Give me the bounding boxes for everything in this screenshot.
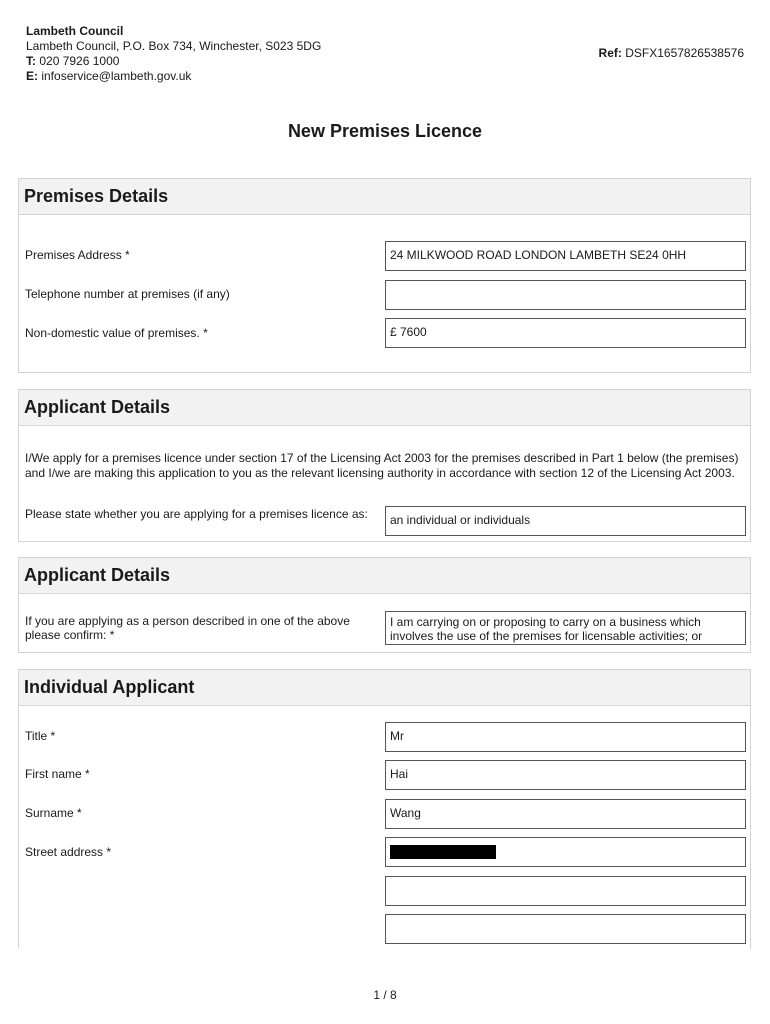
ndv-field[interactable]: £ 7600 — [385, 318, 746, 348]
premises-address-field[interactable]: 24 MILKWOOD ROAD LONDON LAMBETH SE24 0HH — [385, 241, 746, 271]
email-label: E: — [26, 69, 38, 83]
application-statement: I/We apply for a premises licence under section 17 of the Licensing Act 2003 for the premises described in Part 1 below (the premises) and I/we are making this application to you as the relevant licensing authority in accordance with section 12 of the Licensing Act 2003. — [25, 451, 739, 480]
ref-value: DSFX1657826538576 — [625, 46, 744, 60]
street-address-line3-field[interactable] — [385, 914, 746, 944]
phone-label: T: — [26, 54, 36, 68]
premises-address-label: Premises Address * — [25, 248, 130, 262]
applying-as-field[interactable]: an individual or individuals — [385, 506, 746, 536]
section-heading: Applicant Details — [19, 558, 750, 594]
street-address-field[interactable] — [385, 837, 746, 867]
surname-field[interactable]: Wang — [385, 799, 746, 829]
street-address-line2-field[interactable] — [385, 876, 746, 906]
street-address-label: Street address * — [25, 845, 112, 859]
title-label: Title * — [25, 729, 56, 743]
page-number: 1 / 8 — [373, 988, 397, 1002]
reference — [599, 46, 744, 60]
org-name: Lambeth Council — [26, 24, 124, 38]
redaction-bar — [390, 845, 496, 859]
surname-label: Surname * — [25, 806, 82, 820]
applying-as-label: Please state whether you are applying for a premises licence as: — [25, 507, 368, 521]
first-name-label: First name * — [25, 767, 90, 781]
telephone-field[interactable] — [385, 280, 746, 310]
confirm-field[interactable]: I am carrying on or proposing to carry on a business which involves the use of the premises for licensable activities; or — [385, 611, 746, 645]
applicant-section — [18, 389, 751, 542]
org-email — [26, 69, 321, 84]
document-title: New Premises Licence — [287, 121, 483, 141]
first-name-field[interactable]: Hai — [385, 760, 746, 790]
section-heading: Applicant Details — [19, 390, 750, 426]
council-header — [26, 24, 321, 84]
title-field[interactable]: Mr — [385, 722, 746, 752]
email-value: infoservice@lambeth.gov.uk — [41, 69, 192, 83]
section-heading: Premises Details — [19, 179, 750, 215]
ndv-label: Non-domestic value of premises. * — [25, 326, 208, 340]
telephone-label: Telephone number at premises (if any) — [25, 287, 230, 301]
individual-applicant-section — [18, 669, 751, 949]
phone-value: 020 7926 1000 — [39, 54, 120, 68]
confirm-label: If you are applying as a person described in one of the above please confirm: * — [25, 614, 350, 642]
ref-label: Ref: — [598, 46, 622, 60]
section-heading: Individual Applicant — [19, 670, 750, 706]
applicant-confirm-section — [18, 557, 751, 653]
org-phone — [26, 54, 321, 69]
premises-section — [18, 178, 751, 373]
org-address: Lambeth Council, P.O. Box 734, Winchester, S023 5DG — [26, 39, 322, 53]
